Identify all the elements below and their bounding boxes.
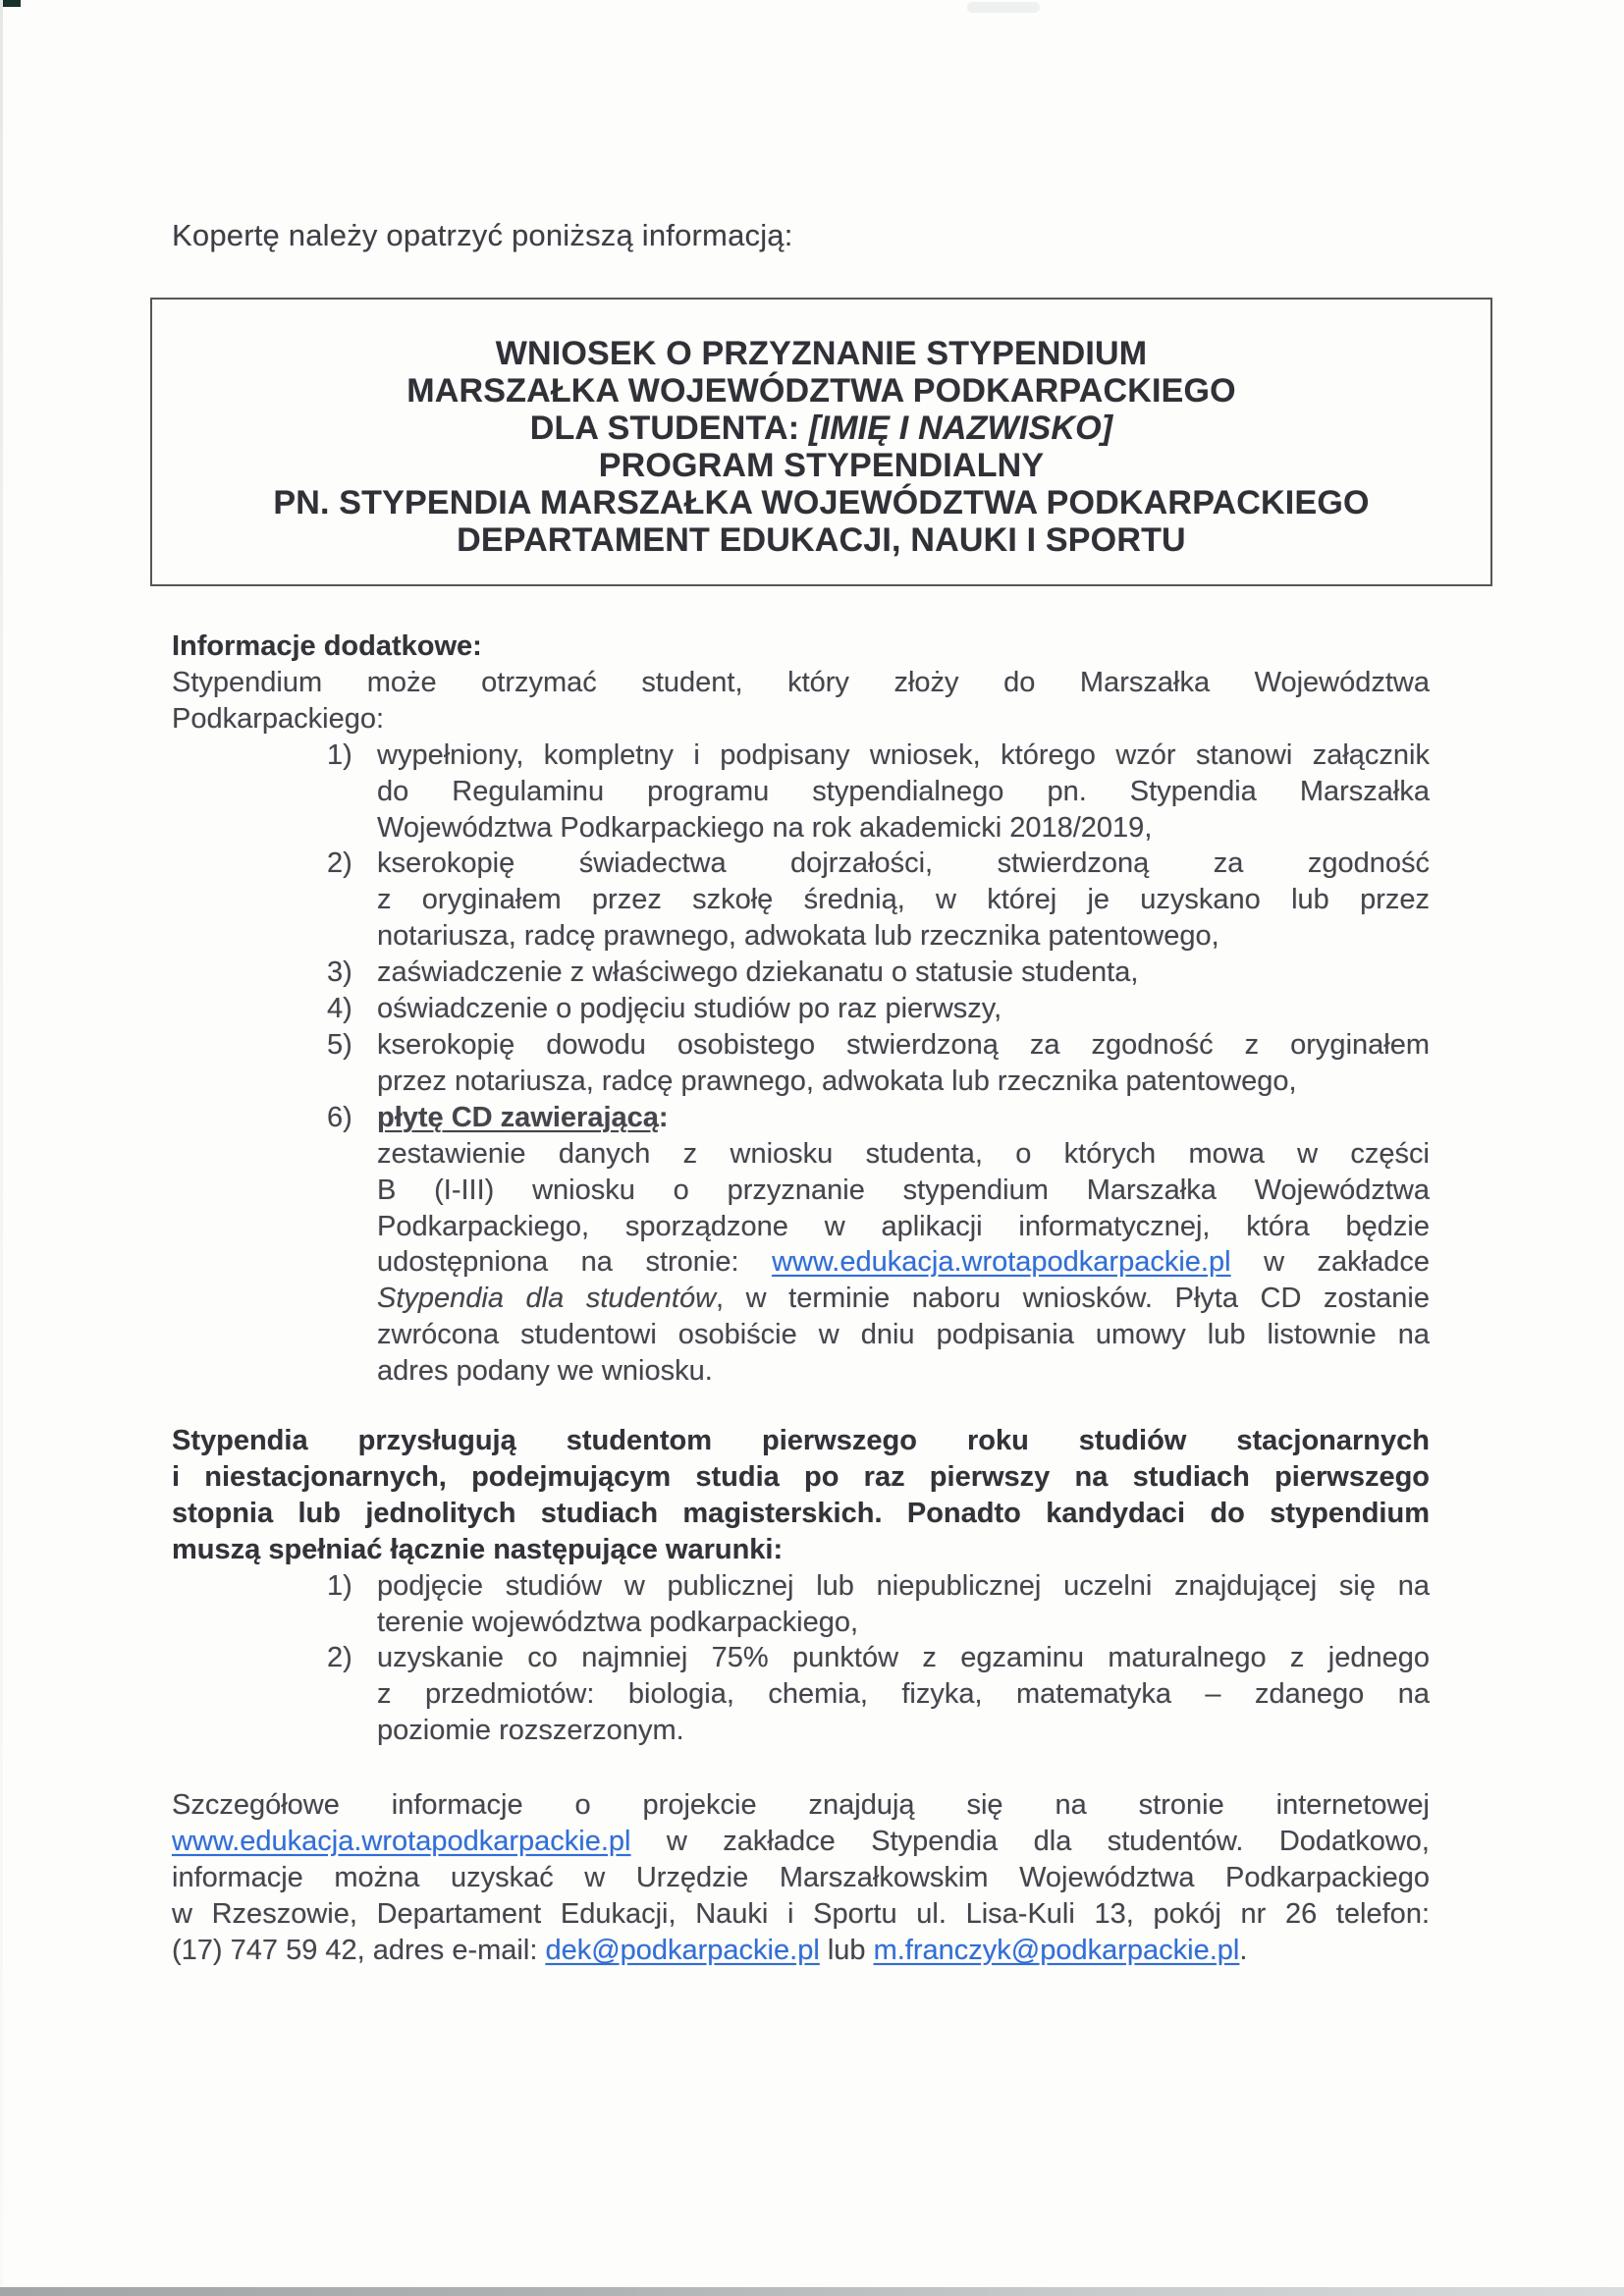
list-item-line: adres podany we wniosku. [377, 1355, 713, 1388]
list-item-text [377, 1027, 1430, 1100]
list-item-line: zwrócona studentowi osobiście w dniu podpisania umowy lub listownie na [377, 1319, 1430, 1351]
list-item-text [377, 991, 1430, 1027]
list-item-text [377, 846, 1430, 955]
email-separator: lub [819, 1934, 874, 1966]
text-after-italic: , w terminie naboru wniosków. Płyta CD zostanie [716, 1283, 1430, 1315]
list-item-line: do Regulaminu programu stypendialnego pn. Stypendia Marszałka [377, 775, 1430, 807]
list-item-text [377, 1640, 1430, 1749]
list-item-line: kserokopię świadectwa dojrzałości, stwierdzoną za zgodność [377, 847, 1430, 880]
list-item-number: 1) [327, 1569, 352, 1602]
list-item-text [377, 738, 1430, 847]
franczyk-email-link[interactable]: m.franczyk@podkarpackie.pl [873, 1934, 1240, 1966]
eligibility-line: Stypendia przysługują studentom pierwszego roku studiów stacjonarnych [172, 1425, 1430, 1457]
list-item-line: B (I-III) wniosku o przyznanie stypendium Marszałka Województwa [377, 1174, 1430, 1206]
contact-line: informacje można uzyskać w Urzędzie Marszałkowskim Województwa Podkarpackiego [172, 1862, 1430, 1893]
list-item-text [377, 1100, 1430, 1390]
contact-line [172, 1824, 1430, 1860]
cd-label-underlined: płytę CD zawierającą [377, 1101, 659, 1133]
list-item-line: przez notariusza, radcę prawnego, adwokata lub rzecznika patentowego, [377, 1065, 1297, 1097]
stypendia-tab-italic: Stypendia dla studentów [377, 1283, 717, 1315]
student-name-placeholder: [IMIĘ I NAZWISKO] [808, 410, 1113, 447]
envelope-instruction-text: Kopertę należy opatrzyć poniższą informacją: [172, 218, 793, 252]
required-documents-item-4 [172, 991, 1430, 1027]
additional-info-intro-line-1: Stypendium może otrzymać student, który złoży do Marszałka Województwa [172, 666, 1430, 698]
eligibility-line: stopnia lub jednolitych studiach magisterskich. Ponadto kandydaci do stypendium [172, 1497, 1430, 1529]
required-documents-item-3 [172, 955, 1430, 991]
list-item-line: poziomie rozszerzonym. [377, 1715, 684, 1747]
eligibility-line: muszą spełniać łącznie następujące warunki: [172, 1533, 784, 1565]
list-item-text [377, 1568, 1430, 1641]
scan-artifact-corner [0, 0, 21, 7]
list-item-line: z przedmiotów: biologia, chemia, fizyka, matematyka – zdanego na [377, 1678, 1430, 1711]
list-item-line: podjęcie studiów w publicznej lub niepublicznej uczelni znajdującej się na [377, 1569, 1430, 1602]
list-item-line: terenie województwa podkarpackiego, [377, 1606, 859, 1638]
required-documents-item-2 [172, 846, 1430, 955]
sentence-end: . [1239, 1934, 1248, 1966]
list-item-line: Województwa Podkarpackiego na rok akademicki 2018/2019, [377, 811, 1153, 844]
document-body [172, 629, 1430, 1969]
required-documents-item-5 [172, 1027, 1430, 1100]
required-documents-item-6 [172, 1100, 1430, 1390]
phone-and-email-prefix: (17) 747 59 42, adres e-mail: [172, 1934, 546, 1966]
list-item-number: 3) [327, 957, 352, 989]
list-item-line: uzyskanie co najmniej 75% punktów z egzaminu maturalnego z jednego [377, 1642, 1430, 1674]
contact-info-paragraph [172, 1787, 1430, 1969]
contact-line: Szczegółowe informacje o projekcie znajdują się na stronie internetowej [172, 1789, 1430, 1822]
contact-line: w Rzeszowie, Departament Edukacji, Nauki i Sportu ul. Lisa-Kuli 13, pokój nr 26 telefon: [172, 1897, 1430, 1930]
edukacja-portal-link[interactable]: www.edukacja.wrotapodkarpackie.pl [772, 1246, 1231, 1279]
list-item-number: 2) [327, 847, 352, 880]
list-item-line: zaświadczenie z właściwego dziekanatu o statusie studenta, [377, 957, 1139, 989]
cd-label-line [377, 1100, 1430, 1136]
list-item-number: 5) [327, 1028, 352, 1061]
list-item-number: 2) [327, 1642, 352, 1674]
envelope-label-line-3 [152, 410, 1490, 447]
dek-email-link[interactable]: dek@podkarpackie.pl [545, 1934, 820, 1966]
eligibility-condition-2 [172, 1640, 1430, 1749]
additional-info-intro-line-2: Podkarpackiego: [172, 702, 385, 735]
list-item-text [377, 955, 1430, 991]
list-item-line: notariusza, radcę prawnego, adwokata lub rzecznika patentowego, [377, 920, 1219, 953]
list-item-line: wypełniony, kompletny i podpisany wniosek, którego wzór stanowi załącznik [377, 738, 1430, 771]
list-item-line: Podkarpackiego, sporządzone w aplikacji informatycznej, która będzie [377, 1210, 1430, 1242]
list-item-line: kserokopię dowodu osobistego stwierdzoną za zgodność z oryginałem [377, 1028, 1430, 1061]
envelope-label-line-4: PROGRAM STYPENDIALNY [598, 447, 1045, 484]
list-item-line: z oryginałem przez szkołę średnią, w której je uzyskano lub przez [377, 884, 1430, 916]
additional-info-heading: Informacje dodatkowe: [172, 630, 482, 662]
list-item-line [377, 1244, 1430, 1281]
eligibility-condition-1 [172, 1568, 1430, 1641]
cd-label-colon: : [658, 1101, 669, 1133]
contact-line [172, 1933, 1430, 1969]
envelope-label-line-2: MARSZAŁKA WOJEWÓDZTWA PODKARPACKIEGO [406, 372, 1236, 410]
student-line-prefix: DLA STUDENTA: [529, 410, 809, 447]
list-item-number: 4) [327, 993, 352, 1025]
envelope-label-line-1: WNIOSEK O PRZYZNANIE STYPENDIUM [495, 335, 1148, 372]
list-item-line [377, 1281, 1430, 1317]
list-item-line: oświadczenie o podjęciu studiów po raz pierwszy, [377, 993, 1002, 1025]
text-after-link: w zakładce Stypendia dla studentów. Dodatkowo, [630, 1826, 1430, 1858]
scan-artifact-top-smudge [967, 2, 1040, 13]
scan-artifact-bottom-edge [0, 2287, 1624, 2296]
scan-artifact-left-edge [0, 0, 3, 2288]
text-before-link: udostępniona na stronie: [377, 1246, 773, 1279]
eligibility-line: i niestacjonarnych, podejmującym studia po raz pierwszy na studiach pierwszego [172, 1460, 1430, 1493]
list-item-number: 1) [327, 738, 352, 771]
envelope-label-box [150, 298, 1492, 586]
list-item-line: zestawienie danych z wniosku studenta, o których mowa w części [377, 1137, 1430, 1170]
edukacja-portal-link-2[interactable]: www.edukacja.wrotapodkarpackie.pl [172, 1826, 631, 1858]
list-item-number: 6) [327, 1101, 352, 1133]
eligibility-paragraph [172, 1423, 1430, 1568]
text-after-link: w zakładce [1230, 1246, 1431, 1279]
envelope-label-line-5: PN. STYPENDIA MARSZAŁKA WOJEWÓDZTWA PODKARPACKIEGO [273, 484, 1370, 521]
envelope-label-line-6: DEPARTAMENT EDUKACJI, NAUKI I SPORTU [457, 521, 1186, 559]
required-documents-item-1 [172, 738, 1430, 847]
